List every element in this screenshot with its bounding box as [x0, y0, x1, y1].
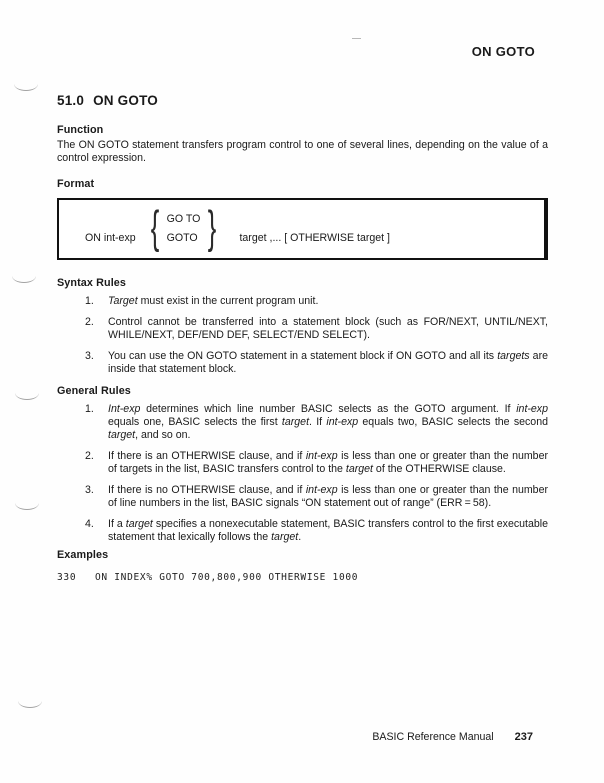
rule-number: 1. — [85, 295, 94, 307]
format-heading: Format — [57, 178, 95, 190]
rule-text: If a target specifies a nonexecutable statement, BASIC transfers control to the first executable statement that lexically follows the target. — [108, 518, 548, 543]
example-line-number: 330 — [57, 572, 77, 583]
page-content — [57, 93, 548, 583]
page-footer — [372, 731, 533, 743]
format-syntax-box — [57, 198, 548, 260]
section-title-text: ON GOTO — [93, 93, 158, 108]
rule-text: Target must exist in the current program unit. — [108, 295, 319, 307]
scan-artifact — [14, 84, 38, 91]
rule-text: Control cannot be transferred into a statement block (such as FOR/NEXT, UNTIL/NEXT, WHILE/NEXT, DEF/END DEF, SELECT/END SELECT). — [108, 316, 548, 341]
scan-artifact — [18, 701, 42, 708]
keyword-option-goto: GOTO — [166, 232, 198, 244]
running-head: ON GOTO — [471, 44, 535, 59]
rule-number: 3. — [85, 484, 94, 496]
general-rule-1 — [85, 403, 548, 442]
rule-number: 4. — [85, 518, 94, 530]
left-brace-glyph: { — [150, 203, 159, 253]
format-keyword-options — [160, 210, 208, 248]
format-statement-suffix: target ,... [ OTHERWISE target ] — [239, 232, 390, 244]
right-brace-glyph: } — [208, 203, 217, 253]
rule-number: 2. — [85, 316, 94, 328]
function-paragraph: The ON GOTO statement transfers program control to one of several lines, depending on the value of a control expression. — [57, 139, 548, 164]
format-keyword-choice — [150, 203, 218, 253]
footer-page-number: 237 — [514, 731, 533, 743]
rule-text: Int-exp determines which line number BASIC selects as the GOTO argument. If int-exp equals one, BASIC selects the first target. If int-exp equals two, BASIC selects the second target, and so on. — [108, 403, 548, 441]
general-rules-heading: General Rules — [57, 385, 131, 397]
scan-artifact — [15, 503, 39, 510]
syntax-rules-heading: Syntax Rules — [57, 277, 127, 289]
example-statement: ON INDEX% GOTO 700,800,900 OTHERWISE 1000 — [95, 572, 359, 583]
rule-number: 1. — [85, 403, 94, 415]
rule-text: If there is no OTHERWISE clause, and if int-exp is less than one or greater than the number of line numbers in the list, BASIC signals “ON statement out of range” (ERR = 58). — [108, 484, 548, 509]
section-title — [57, 93, 548, 108]
footer-manual-title: BASIC Reference Manual — [372, 731, 494, 743]
syntax-rule-2 — [85, 316, 548, 342]
syntax-rules-list — [57, 295, 548, 376]
examples-heading: Examples — [57, 549, 109, 561]
rule-text: If there is an OTHERWISE clause, and if int-exp is less than one or greater than the number of targets in the list, BASIC transfers control to the target of the OTHERWISE clause. — [108, 450, 548, 475]
keyword-option-go-to: GO TO — [166, 213, 201, 225]
scan-artifact — [12, 276, 36, 283]
scan-artifact — [15, 393, 39, 400]
rule-number: 2. — [85, 450, 94, 462]
format-statement-prefix: ON int-exp — [85, 232, 136, 244]
syntax-rule-3 — [85, 350, 548, 376]
general-rules-list — [57, 403, 548, 544]
general-rule-2 — [85, 450, 548, 476]
example-code-line — [57, 572, 548, 583]
syntax-rule-1 — [85, 295, 548, 308]
general-rule-4 — [85, 518, 548, 544]
general-rule-3 — [85, 484, 548, 510]
rule-number: 3. — [85, 350, 94, 362]
rule-text: You can use the ON GOTO statement in a statement block if ON GOTO and all its targets are inside that statement block. — [108, 350, 548, 375]
section-number: 51.0 — [57, 93, 85, 108]
scan-artifact — [352, 38, 361, 39]
function-heading: Function — [57, 124, 104, 136]
